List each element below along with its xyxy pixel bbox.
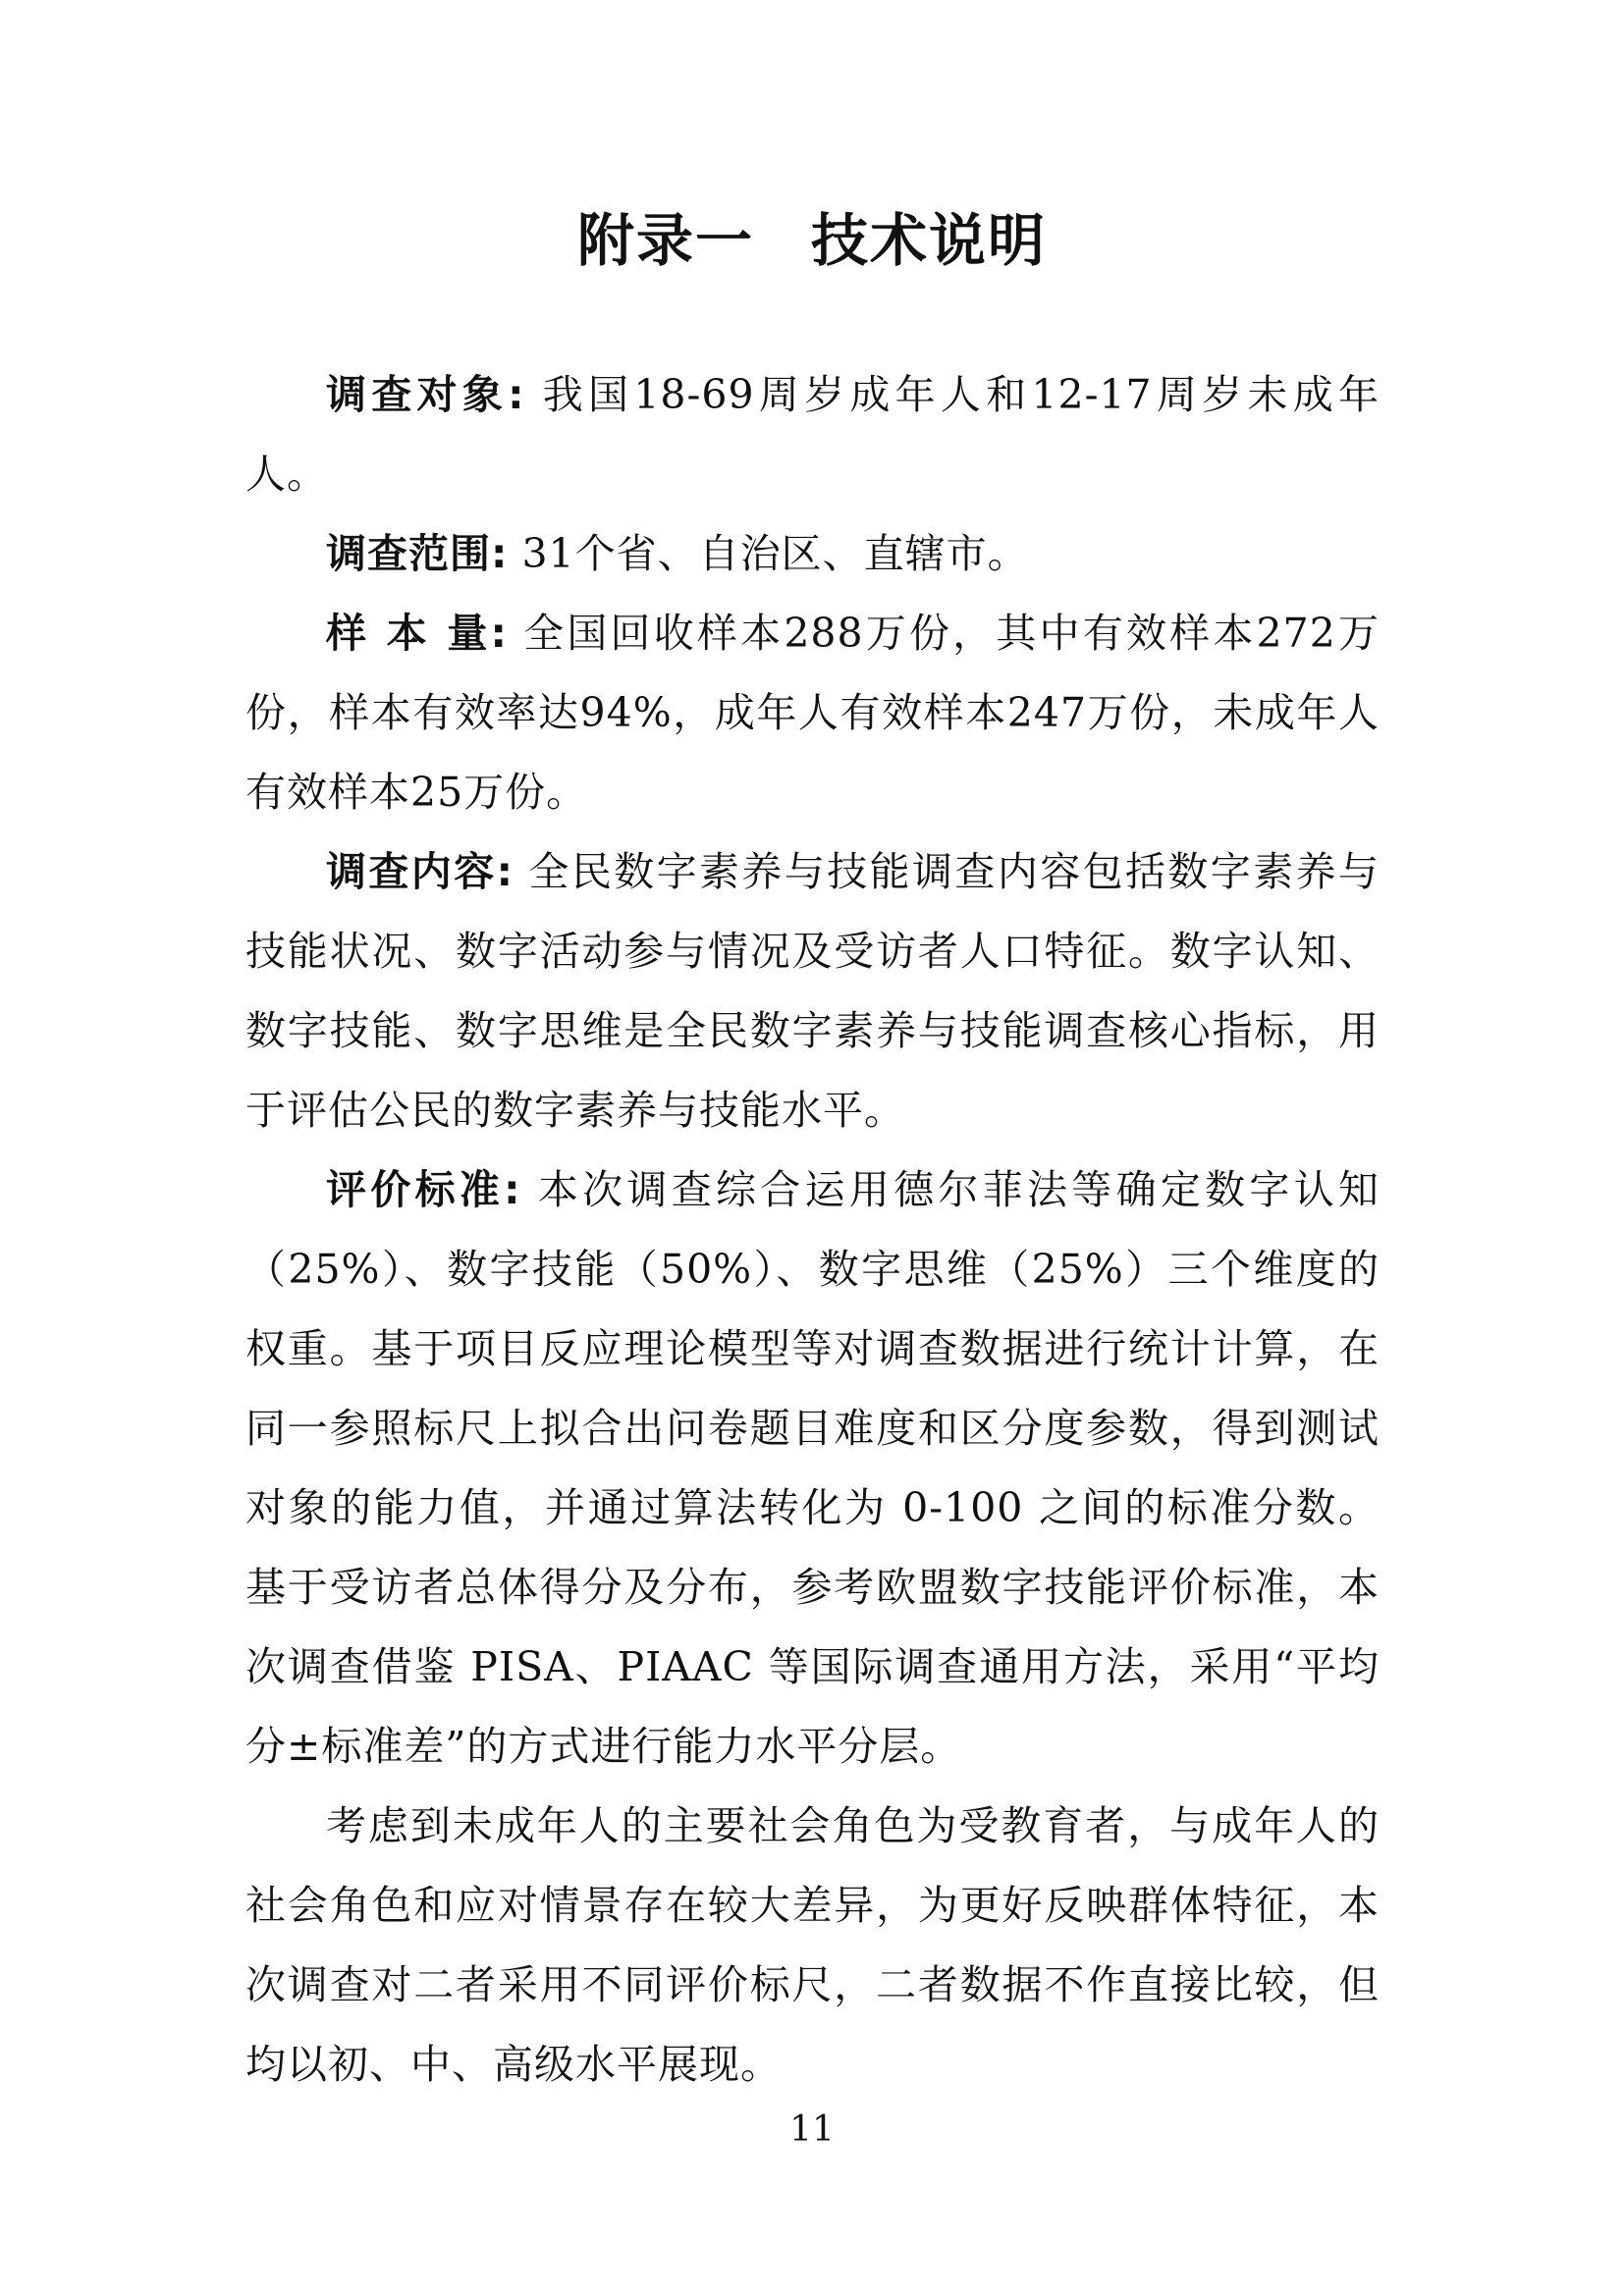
paragraph-label: 样 本 量: xyxy=(326,610,508,657)
paragraph-text: 全国回收样本288万份，其中有效样本272万份，样本有效率达94%，成年人有效样本247万份，未成年人有效样本25万份。 xyxy=(245,610,1380,816)
paragraph-text: 全民数字素养与技能调查内容包括数字素养与技能状况、数字活动参与情况及受访者人口特征。数字认知、数字技能、数字思维是全民数字素养与技能调查核心指标，用于评估公民的数字素养与技能水平。 xyxy=(245,848,1380,1134)
page-title xyxy=(0,196,1624,285)
page-number: 11 xyxy=(789,2109,835,2150)
paragraph-minors-note xyxy=(245,1787,1380,2105)
paragraph-sample-size xyxy=(245,594,1380,832)
paragraph-survey-content xyxy=(245,832,1380,1150)
paragraph-label: 调查内容: xyxy=(326,848,514,895)
paragraph-label: 调查对象: xyxy=(326,371,525,418)
body-text xyxy=(245,355,1380,2105)
paragraph-evaluation-standard xyxy=(245,1150,1380,1787)
paragraph-text: 我国18-69周岁成年人和12-17周岁未成年人。 xyxy=(245,371,1380,498)
paragraph-survey-target xyxy=(245,355,1380,514)
paragraph-text: 本次调查综合运用德尔菲法等确定数字认知（25%）、数字技能（50%）、数字思维（25%）三个维度的权重。基于项目反应理论模型等对调查数据进行统计计算，在同一参照标尺上拟合出问卷题目难度和区分度参数，得到测试对象的能力值，并通过算法转化为 0-100 之间的标准分数。基于受访者总体得分及分布，参考欧盟数字技能评价标准，本次调查借鉴 PISA、PIAAC 等国际调查通用方法，采用“平均分±标准差”的方式进行能力水平分层。 xyxy=(245,1166,1380,1770)
title-part-1: 附录一 xyxy=(576,207,754,274)
paragraph-text: 31个省、自治区、直辖市。 xyxy=(508,530,1029,577)
paragraph-label: 评价标准: xyxy=(326,1166,521,1213)
title-part-2: 技术说明 xyxy=(811,207,1048,274)
paragraph-text: 考虑到未成年人的主要社会角色为受教育者，与成年人的社会角色和应对情景存在较大差异，为更好反映群体特征，本次调查对二者采用不同评价标尺，二者数据不作直接比较，但均以初、中、高级水平展现。 xyxy=(245,1802,1380,2088)
paragraph-survey-scope xyxy=(245,514,1380,594)
paragraph-label: 调查范围: xyxy=(326,530,509,577)
